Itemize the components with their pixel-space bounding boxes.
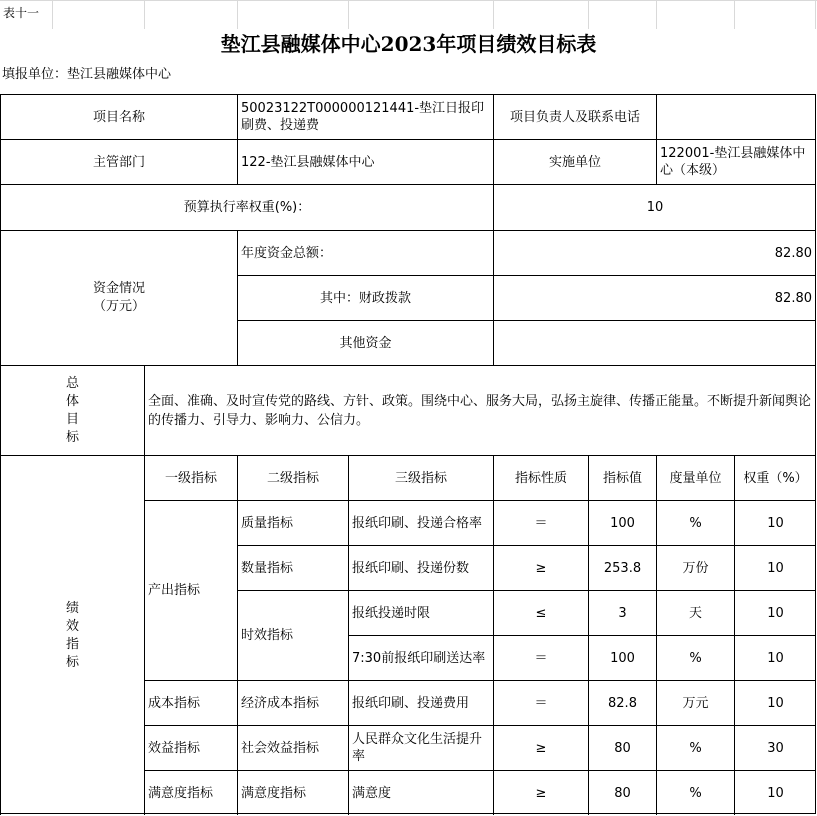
table-right-border (815, 94, 816, 814)
header-value: 指标值 (588, 455, 656, 500)
reporting-unit: 填报单位：垫江县融媒体中心 (2, 66, 172, 82)
header-unit: 度量单位 (656, 455, 734, 500)
indicator-nature: ＝ (493, 500, 588, 545)
indicator-level3: 报纸印刷、投递费用 (348, 680, 493, 725)
indicator-level3: 满意度 (348, 770, 493, 815)
indicator-unit: 天 (656, 590, 734, 635)
funds-total-value: 82.80 (493, 230, 816, 275)
funds-label (0, 230, 237, 365)
header-level1: 一级指标 (144, 455, 237, 500)
indicator-value: 253.8 (588, 545, 656, 590)
indicator-weight: 10 (734, 500, 816, 545)
indicator-value: 80 (588, 725, 656, 770)
indicator-weight: 10 (734, 680, 816, 725)
funds-other-value (493, 320, 816, 365)
level2-economic-cost: 经济成本指标 (237, 680, 348, 725)
indicator-value: 100 (588, 500, 656, 545)
indicator-nature: ＝ (493, 680, 588, 725)
level1-satisfaction: 满意度指标 (144, 770, 237, 815)
funds-total-label: 年度资金总额： (237, 230, 493, 275)
indicator-weight: 10 (734, 590, 816, 635)
indicator-weight: 10 (734, 770, 816, 815)
indicator-nature: ≥ (493, 545, 588, 590)
department-value: 122-垫江县融媒体中心 (237, 139, 493, 184)
funds-other-label: 其他资金 (237, 320, 493, 365)
indicator-value: 3 (588, 590, 656, 635)
indicator-level3: 报纸印刷、投递合格率 (348, 500, 493, 545)
performance-indicators-label (0, 455, 144, 815)
overall-goal-label (0, 365, 144, 455)
indicator-unit: % (656, 770, 734, 815)
level2-satisfaction: 满意度指标 (237, 770, 348, 815)
indicator-unit: % (656, 725, 734, 770)
indicator-nature: ≥ (493, 770, 588, 815)
header-weight: 权重（%） (734, 455, 816, 500)
table-bottom-border (0, 813, 816, 814)
funds-label-line2: （万元） (92, 299, 145, 314)
department-label: 主管部门 (0, 139, 237, 184)
indicator-unit: % (656, 635, 734, 680)
indicator-nature: ≤ (493, 590, 588, 635)
overall-goal-text: 全面、准确、及时宣传党的路线、方针、政策。围绕中心、服务大局，弘扬主旋律、传播正能量。不断提升新闻舆论的传播力、引导力、影响力、公信力。 (144, 365, 816, 455)
sheet-label: 表十一 (3, 5, 40, 20)
header-level3: 三级指标 (348, 455, 493, 500)
project-name-label: 项目名称 (0, 94, 237, 139)
indicator-nature: ＝ (493, 635, 588, 680)
budget-weight-value: 10 (493, 184, 816, 230)
perf-char: 标 (65, 654, 79, 670)
funds-fiscal-value: 82.80 (493, 275, 816, 320)
indicator-unit: % (656, 500, 734, 545)
indicator-unit: 万份 (656, 545, 734, 590)
level1-output: 产出指标 (144, 500, 237, 680)
goal-char: 标 (65, 429, 79, 445)
indicator-value: 80 (588, 770, 656, 815)
perf-char: 指 (65, 636, 79, 652)
goal-char: 体 (65, 393, 79, 409)
indicator-weight: 30 (734, 725, 816, 770)
implementing-unit-label: 实施单位 (493, 139, 656, 184)
budget-weight-label: 预算执行率权重(%)： (0, 184, 493, 230)
indicator-nature: ≥ (493, 725, 588, 770)
indicator-weight: 10 (734, 545, 816, 590)
indicator-level3: 人民群众文化生活提升率 (348, 725, 493, 770)
indicator-level3: 7:30前报纸印刷送达率 (348, 635, 493, 680)
indicator-unit: 万元 (656, 680, 734, 725)
project-name-value: 50023122T000000121441-垫江日报印刷费、投递费 (237, 94, 493, 139)
indicator-value: 82.8 (588, 680, 656, 725)
level1-cost: 成本指标 (144, 680, 237, 725)
level2-quantity: 数量指标 (237, 545, 348, 590)
header-level2: 二级指标 (237, 455, 348, 500)
project-contact-value (656, 94, 816, 139)
goal-char: 总 (65, 375, 79, 391)
indicator-level3: 报纸投递时限 (348, 590, 493, 635)
funds-label-line1: 资金情况 (92, 281, 145, 296)
page-title: 垫江县融媒体中心2023年项目绩效目标表 (220, 31, 597, 56)
indicator-value: 100 (588, 635, 656, 680)
level1-benefit: 效益指标 (144, 725, 237, 770)
funds-fiscal-label: 其中：财政拨款 (237, 275, 493, 320)
perf-char: 效 (65, 618, 79, 634)
header-nature: 指标性质 (493, 455, 588, 500)
level2-quality: 质量指标 (237, 500, 348, 545)
level2-timeliness: 时效指标 (237, 590, 348, 680)
implementing-unit-value: 122001-垫江县融媒体中心（本级） (656, 139, 816, 184)
level2-social-benefit: 社会效益指标 (237, 725, 348, 770)
perf-char: 绩 (65, 600, 79, 616)
indicator-level3: 报纸印刷、投递份数 (348, 545, 493, 590)
indicator-weight: 10 (734, 635, 816, 680)
goal-char: 目 (65, 411, 79, 427)
project-contact-label: 项目负责人及联系电话 (493, 94, 656, 139)
